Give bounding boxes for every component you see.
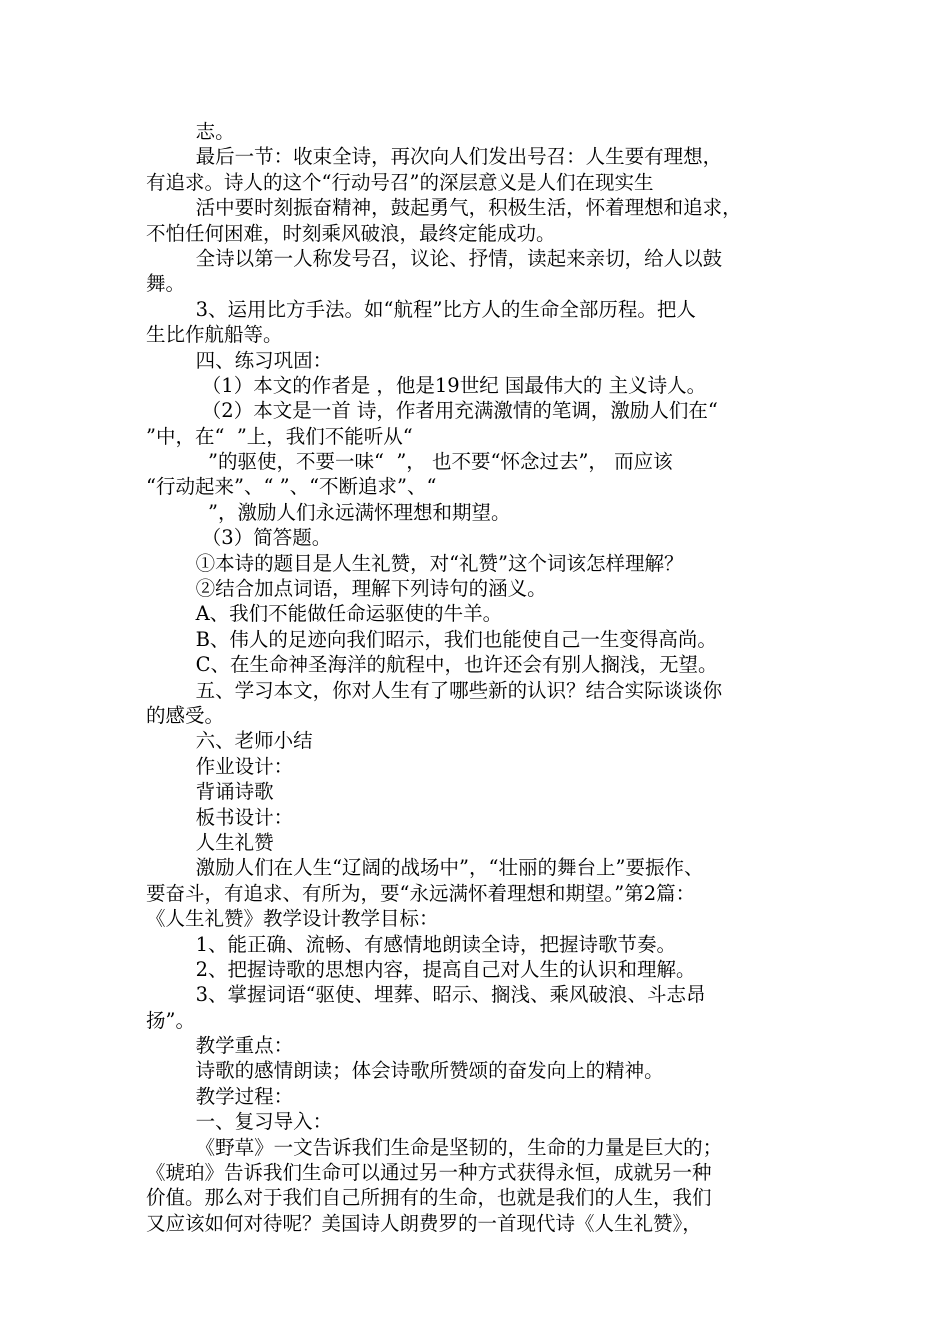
text-line: 作业设计： bbox=[146, 754, 294, 778]
text-line: ”，激励人们永远满怀理想和期望。 bbox=[146, 500, 511, 524]
text-line: 激励人们在人生“辽阔的战场中”，“壮丽的舞台上”要振作、 bbox=[146, 856, 704, 880]
text-line: 有追求。诗人的这个“行动号召”的深层意义是人们在现实生 bbox=[146, 170, 654, 194]
text-line: 《琥珀》告诉我们生命可以通过另一种方式获得永恒，成就另一种 bbox=[146, 1161, 712, 1185]
text-line: 1、能正确、流畅、有感情地朗读全诗，把握诗歌节奏。 bbox=[146, 932, 676, 956]
text-line: ”的驱使，不要一味“ ”， 也不要“怀念过去”， 而应该 bbox=[146, 450, 673, 474]
text-line: 2、把握诗歌的思想内容，提高自己对人生的认识和理解。 bbox=[146, 957, 696, 981]
text-line: 人生礼赞 bbox=[146, 830, 274, 854]
text-line: ②结合加点词语，理解下列诗句的涵义。 bbox=[146, 577, 547, 601]
text-line: 要奋斗，有追求、有所为，要“永远满怀着理想和期望。”第2篇： bbox=[146, 881, 696, 905]
text-line: 舞。 bbox=[146, 272, 186, 296]
text-line: 活中要时刻振奋精神，鼓起勇气，积极生活，怀着理想和追求， bbox=[146, 196, 742, 220]
text-line: 背诵诗歌 bbox=[146, 780, 274, 804]
text-line: 3、掌握词语“驱使、埋葬、昭示、搁浅、乘风破浪、斗志昂 bbox=[146, 983, 706, 1007]
text-line: 3、运用比方手法。如“航程”比方人的生命全部历程。把人 bbox=[146, 297, 696, 321]
text-line: 诗歌的感情朗读；体会诗歌所赞颂的奋发向上的精神。 bbox=[146, 1059, 664, 1083]
text-line: 《野草》一文告诉我们生命是坚韧的，生命的力量是巨大的； bbox=[146, 1135, 723, 1159]
text-line: 板书设计： bbox=[146, 805, 294, 829]
text-line: 六、老师小结 bbox=[146, 729, 313, 753]
text-line: B、伟人的足迹向我们昭示，我们也能使自己一生变得高尚。 bbox=[146, 627, 717, 651]
text-line: 教学过程： bbox=[146, 1084, 294, 1108]
text-line: 教学重点： bbox=[146, 1034, 294, 1058]
text-line: 《人生礼赞》教学设计教学目标： bbox=[146, 907, 439, 931]
text-line: 志。 bbox=[146, 120, 235, 143]
text-line: 不怕任何困难，时刻乘风破浪，最终定能成功。 bbox=[146, 221, 556, 245]
text-line: 生比作航船等。 bbox=[146, 323, 283, 347]
text-line: ”中，在“ ”上，我们不能听从“ bbox=[146, 424, 413, 448]
text-line: 的感受。 bbox=[146, 703, 225, 727]
text-line: （1）本文的作者是 ，他是19世纪 国最伟大的 主义诗人。 bbox=[146, 373, 707, 397]
text-line: 又应该如何对待呢？美国诗人朗费罗的一首现代诗《人生礼赞》， bbox=[146, 1211, 702, 1235]
text-line: （3）简答题。 bbox=[146, 526, 332, 550]
text-line: 全诗以第一人称发号召，议论、抒情，读起来亲切，给人以鼓 bbox=[146, 246, 723, 270]
text-line: 价值。那么对于我们自己所拥有的生命，也就是我们的人生，我们 bbox=[146, 1186, 712, 1210]
text-line: C、在生命神圣海洋的航程中，也许还会有别人搁浅，无望。 bbox=[146, 653, 718, 677]
text-line: 最后一节：收束全诗，再次向人们发出号召：人生要有理想， bbox=[146, 145, 723, 169]
text-line: ①本诗的题目是人生礼赞，对“礼赞”这个词该怎样理解？ bbox=[146, 551, 684, 575]
text-line: （2）本文是一首 诗，作者用充满激情的笔调，激励人们在“ bbox=[146, 399, 718, 423]
text-line: 扬”。 bbox=[146, 1008, 195, 1032]
text-line: 五、学习本文，你对人生有了哪些新的认识？结合实际谈谈你 bbox=[146, 678, 723, 702]
text-line: 一、复习导入： bbox=[146, 1110, 333, 1134]
text-line: A、我们不能做任命运驱使的牛羊。 bbox=[146, 602, 503, 626]
document-body bbox=[146, 119, 816, 1236]
text-line: “行动起来”、“ ”、“不断追求”、“ bbox=[146, 475, 437, 499]
text-line: 四、练习巩固： bbox=[146, 348, 333, 372]
